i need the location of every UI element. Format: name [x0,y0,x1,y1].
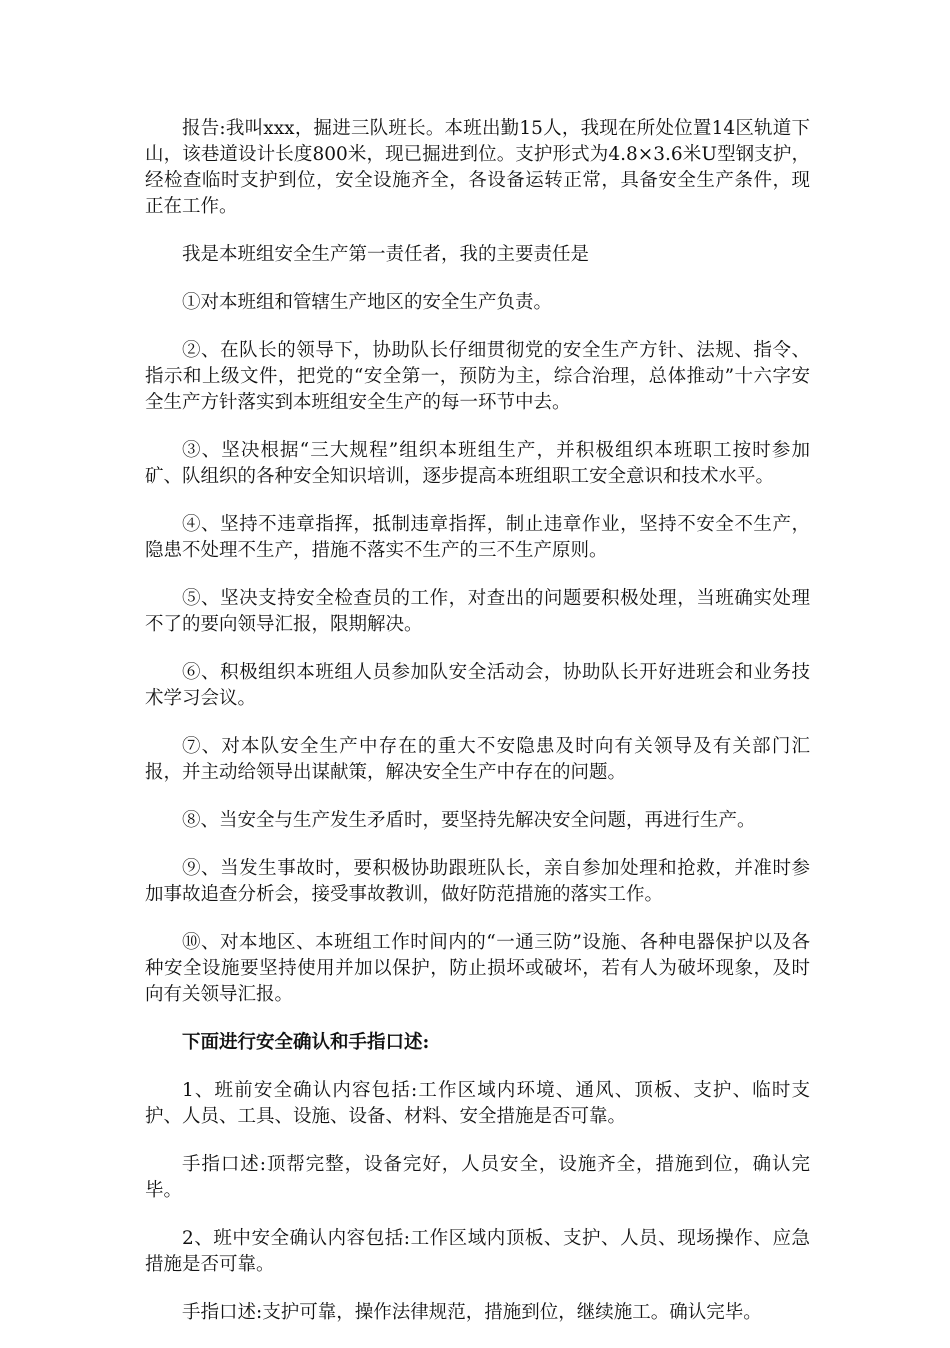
document-body [145,116,810,1348]
responsibility-intro: 我是本班组安全生产第一责任者，我的主要责任是 [182,244,590,265]
responsibility-item-5: ⑤、坚决支持安全检查员的工作，对查出的问题要积极处理，当班确实处理不了的要向领导汇报，限期解决。 [145,588,810,635]
mid-shift-finger-call: 手指口述:支护可靠，操作法律规范，措施到位，继续施工。确认完毕。 [182,1302,762,1323]
section-heading: 下面进行安全确认和手指口述: [182,1032,430,1053]
report-paragraph: 报告:我叫xxx，掘进三队班长。本班出勤15人，我现在所处位置14区轨道下山，该巷道设计长度800米，现已掘进到位。支护形式为4.8×3.6米U型钢支护，经检查临时支护到位，安全设施齐全，各设备运转正常，具备安全生产条件，现正在工作。 [145,118,810,217]
responsibility-item-10: ⑩、对本地区、本班组工作时间内的“一通三防”设施、各种电器保护以及各种安全设施要坚持使用并加以保护，防止损坏或破坏，若有人为破坏现象，及时向有关领导汇报。 [145,932,810,1005]
responsibility-item-8: ⑧、当安全与生产发生矛盾时，要坚持先解决安全问题，再进行生产。 [182,810,756,831]
responsibility-item-6: ⑥、积极组织本班组人员参加队安全活动会，协助队长开好进班会和业务技术学习会议。 [145,662,810,709]
responsibility-item-4: ④、坚持不违章指挥，抵制违章指挥，制止违章作业，坚持不安全不生产，隐患不处理不生产，措施不落实不生产的三不生产原则。 [145,514,810,561]
responsibility-item-3: ③、坚决根据“三大规程”组织本班组生产，并积极组织本班职工按时参加矿、队组织的各种安全知识培训，逐步提高本班组职工安全意识和技术水平。 [145,440,810,487]
pre-shift-confirmation: 1、班前安全确认内容包括:工作区域内环境、通风、顶板、支护、临时支护、人员、工具、设施、设备、材料、安全措施是否可靠。 [145,1080,810,1127]
mid-shift-confirmation: 2、班中安全确认内容包括:工作区域内顶板、支护、人员、现场操作、应急措施是否可靠。 [145,1228,810,1275]
pre-shift-finger-call: 手指口述:顶帮完整，设备完好，人员安全，设施齐全，措施到位，确认完毕。 [145,1154,810,1201]
responsibility-item-9: ⑨、当发生事故时，要积极协助跟班队长，亲自参加处理和抢救，并准时参加事故追查分析会，接受事故教训，做好防范措施的落实工作。 [145,858,810,905]
responsibility-item-1: ①对本班组和管辖生产地区的安全生产负责。 [182,292,553,313]
responsibility-item-2: ②、在队长的领导下，协助队长仔细贯彻党的安全生产方针、法规、指令、指示和上级文件，把党的“安全第一，预防为主，综合治理，总体推动”十六字安全生产方针落实到本班组安全生产的每一环节中去。 [145,340,810,413]
responsibility-item-7: ⑦、对本队安全生产中存在的重大不安隐患及时向有关领导及有关部门汇报，并主动给领导出谋献策，解决安全生产中存在的问题。 [145,736,810,783]
